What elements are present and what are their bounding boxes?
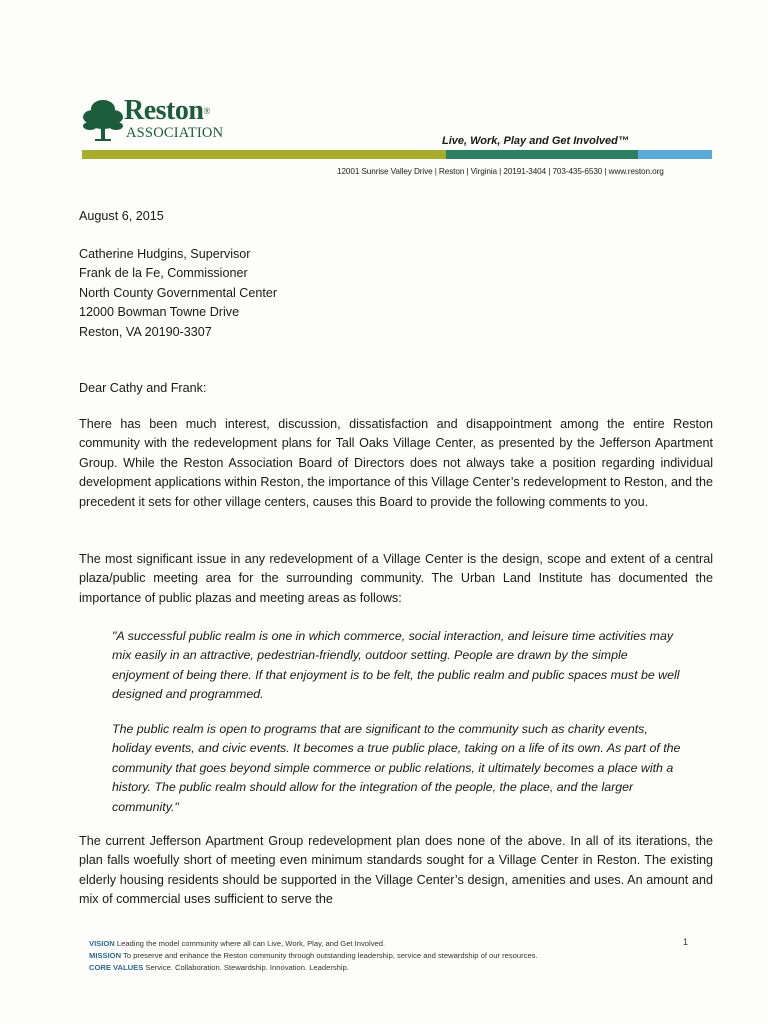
- mission-label: MISSION: [89, 951, 122, 960]
- header-color-stripe: [82, 150, 712, 159]
- core-values-label: CORE VALUES: [89, 963, 144, 972]
- reston-association-logo: [82, 95, 272, 145]
- stripe-teal: [446, 150, 638, 159]
- recipient-line: Catherine Hudgins, Supervisor: [79, 247, 251, 261]
- letter-date: August 6, 2015: [79, 209, 164, 223]
- recipient-address: [79, 245, 277, 342]
- quote-uli-part-1: "A successful public realm is one in which commerce, social interaction, and leisure time activities may mix easily in an attractive, pedestrian-friendly, outdoor setting. People are drawn by the simple enjoyment of being there. If that enjoyment is to be felt, the public realm and public spaces must be well designed and programmed.: [112, 629, 680, 702]
- mission-statement: [89, 950, 689, 962]
- recipient-line: 12000 Bowman Towne Drive: [79, 305, 240, 320]
- recipient-line: Reston, VA 20190-3307: [79, 324, 212, 339]
- registered-mark: ®: [203, 106, 210, 116]
- recipient-line: North County Governmental Center: [79, 285, 278, 300]
- org-name: Reston®: [124, 95, 210, 126]
- page-number: 1: [683, 937, 689, 947]
- tree-icon: [82, 95, 124, 143]
- paragraph-intro: There has been much interest, discussion, dissatisfaction and disappointment among the entire Reston community with the redevelopment plans for Tall Oaks Village Center, as presented by the Jefferson Apartment Group. While the Reston Association Board of Directors does not always take a position regarding individual development applications within Reston, the importance of this Village Center’s redevelopment to Reston, and the precedent it sets for other village centers, causes this Board to provide the following comments to you.: [79, 417, 713, 509]
- salutation: Dear Cathy and Frank:: [79, 381, 207, 395]
- mission-text: To preserve and enhance the Reston community through outstanding leadership, service and stewardship of our resources.: [123, 951, 538, 960]
- quote-uli-part-2: The public realm is open to programs that are significant to the community such as charity events, holiday events, and civic events. It becomes a true public place, taking on a life of its own. As part of the community that goes beyond simple commerce or public relations, it ultimately becomes a place with a history. The public realm should allow for the integration of the people, the place, and the larger community.": [112, 722, 681, 814]
- tagline: Live, Work, Play and Get Involved™: [442, 135, 629, 147]
- org-subtitle: ASSOCIATION: [126, 125, 224, 141]
- stripe-blue: [638, 150, 712, 159]
- recipient-line: Frank de la Fe, Commissioner: [79, 266, 248, 281]
- paragraph-plaza: The most significant issue in any redevelopment of a Village Center is the design, scope and extent of a central plaza/public meeting area for the surrounding community. The Urban Land Institute has documented the importance of public plazas and meeting areas as follows:: [79, 552, 713, 605]
- core-values-text: Service. Collaboration. Stewardship. Innovation. Leadership.: [145, 963, 349, 972]
- paragraph-current-plan: The current Jefferson Apartment Group redevelopment plan does none of the above. In all of its iterations, the plan falls woefully short of meeting even minimum standards sought for a Village Center in Reston. The existing elderly housing residents should be supported in the Village Center’s design, amenities and uses. An amount and mix of commercial uses sufficient to serve the: [79, 834, 713, 907]
- vision-text: Leading the model community where all can Live, Work, Play, and Get Involved.: [116, 939, 386, 948]
- footer-statements: [89, 938, 689, 974]
- vision-label: VISION: [89, 939, 115, 948]
- stripe-olive: [82, 150, 446, 159]
- org-address: 12001 Sunrise Valley Drive | Reston | Virginia | 20191-3404 | 703-435-6530 | www.reston.org: [337, 167, 664, 176]
- vision-statement: [89, 938, 689, 950]
- core-values-statement: [89, 962, 689, 974]
